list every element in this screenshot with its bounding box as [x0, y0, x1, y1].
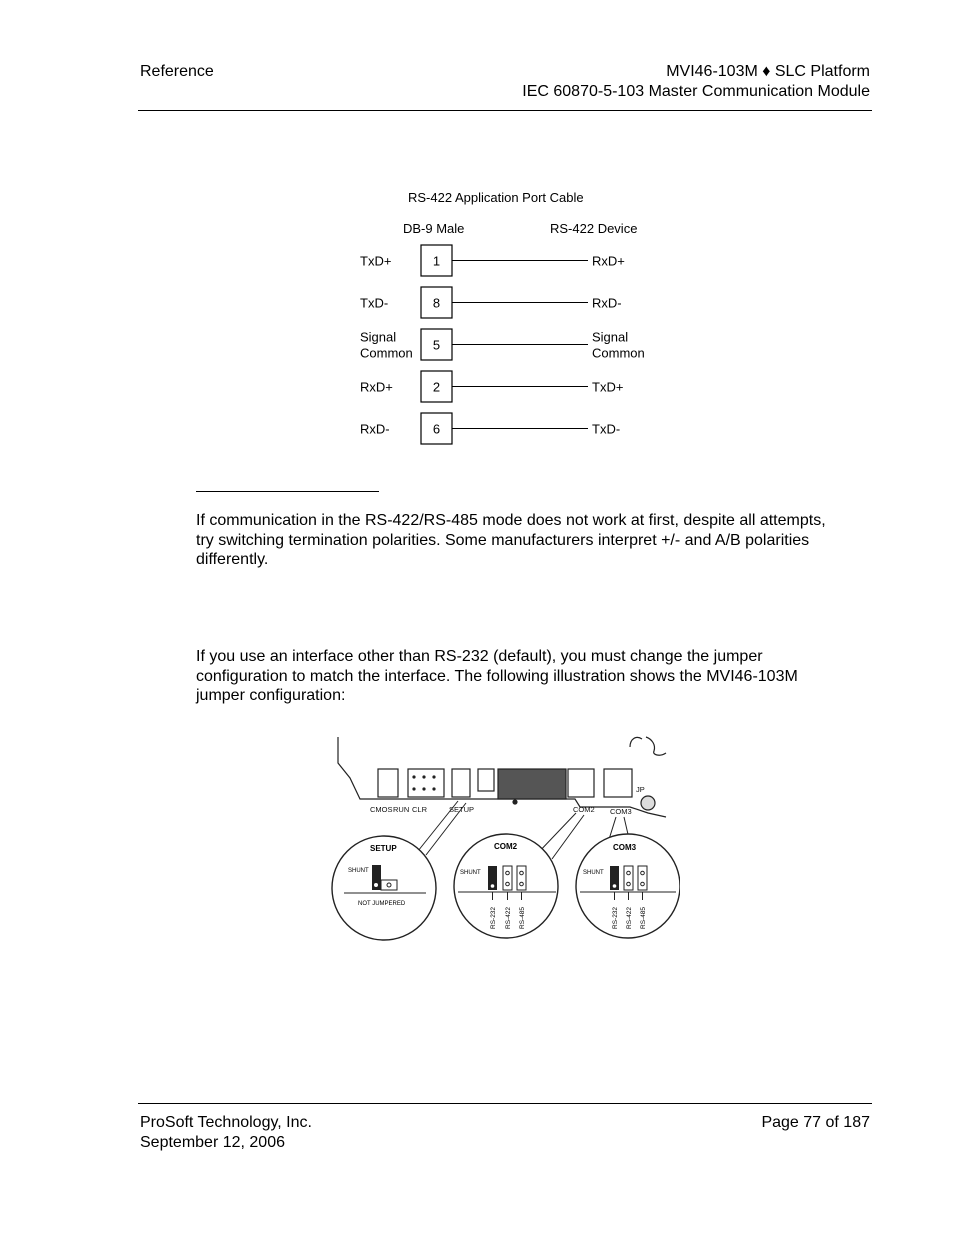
header-section-label: Reference [140, 63, 214, 80]
cable-left-signal-2-1: Common [360, 345, 413, 361]
jumper-config-illustration [330, 733, 680, 943]
header-rule [138, 110, 872, 111]
com3-option-rs232: RS-232 [612, 906, 619, 929]
jumper-paragraph-text: If you use an interface other than RS-232 (default), you must change the jumper configuration to match the interface. The following illustration shows the MVI46-103M jumper configuration: [196, 648, 798, 704]
cable-right-signal-4-0: TxD- [592, 421, 621, 437]
pin-number-2: 5 [432, 337, 441, 353]
com3-circle-title: COM3 [613, 843, 637, 852]
board-label-setup: SETUP [449, 805, 475, 814]
pin-number-1: 8 [432, 295, 441, 311]
cable-left-signal-3-0: RxD+ [360, 379, 393, 395]
board-label-jp: JP [636, 785, 645, 794]
cable-right-heading: RS-422 Device [550, 221, 638, 236]
com3-option-rs485: RS-485 [640, 906, 647, 929]
cable-title: RS-422 Application Port Cable [408, 190, 584, 205]
cable-left-signal-0-0: TxD+ [360, 253, 392, 269]
run-clr-jumper [408, 769, 444, 797]
cable-right-signal-2-0: Signal [592, 329, 629, 345]
cable-right-signal-1-0: RxD- [592, 295, 622, 311]
polarity-note [196, 511, 826, 570]
com2-option-rs422: RS-422 [505, 906, 512, 929]
footnote-rule [196, 491, 379, 492]
com3-detail-circle [576, 834, 680, 938]
board-label-com2: COM2 [573, 805, 595, 814]
cable-left-signal-4-0: RxD- [360, 421, 390, 437]
pin-number-0: 1 [432, 253, 441, 269]
rs422-cable-diagram [350, 183, 655, 448]
setup-jumper [452, 769, 470, 797]
com2-detail-circle [454, 834, 558, 938]
pin-number-4: 6 [432, 421, 441, 437]
footer-date: September 12, 2006 [140, 1134, 285, 1151]
cable-right-signal-3-0: TxD+ [592, 379, 624, 395]
cable-rows [360, 245, 645, 444]
com3-jumper-block [604, 769, 632, 797]
com2-option-rs485: RS-485 [519, 906, 526, 929]
cable-right-signal-0-0: RxD+ [592, 253, 625, 269]
board-label-run: RUN [393, 805, 410, 814]
cable-right-signal-2-1: Common [592, 345, 645, 361]
setup-detail-circle [332, 836, 436, 940]
com2-option-rs232: RS-232 [490, 906, 497, 929]
com2-circle-title: COM2 [494, 842, 518, 851]
header-product-title: MVI46-103M ♦ SLC Platform [666, 63, 870, 80]
footer-company: ProSoft Technology, Inc. [140, 1114, 312, 1131]
com3-shunt-label: SHUNT [583, 870, 604, 876]
jumper-paragraph [196, 647, 826, 706]
cable-left-signal-1-0: TxD- [360, 295, 389, 311]
board-label-cmos: CMOS [370, 805, 393, 814]
cmos-jumper [378, 769, 398, 797]
polarity-note-text: If communication in the RS-422/RS-485 mode does not work at first, despite all attempts, try switching termination polarities. Some manufacturers interpret +/- and A/B polarities differently. [196, 512, 826, 568]
com3-option-rs422: RS-422 [626, 906, 633, 929]
com2-shunt-label: SHUNT [460, 870, 481, 876]
footer-rule [138, 1103, 872, 1104]
footer-page-number: Page 77 of 187 [761, 1114, 870, 1131]
setup-circle-title: SETUP [370, 844, 397, 853]
header-module-title: IEC 60870-5-103 Master Communication Module [522, 83, 870, 100]
pin-number-3: 2 [432, 379, 441, 395]
com2-jumper-block [568, 769, 594, 797]
setup-caption: NOT JUMPERED [358, 901, 406, 907]
board-label-com3: COM3 [610, 807, 632, 816]
setup-shunt-label: SHUNT [348, 868, 369, 874]
board-label-clr: CLR [412, 805, 428, 814]
cable-left-heading: DB-9 Male [403, 221, 465, 236]
cable-left-signal-2-0: Signal [360, 329, 397, 345]
